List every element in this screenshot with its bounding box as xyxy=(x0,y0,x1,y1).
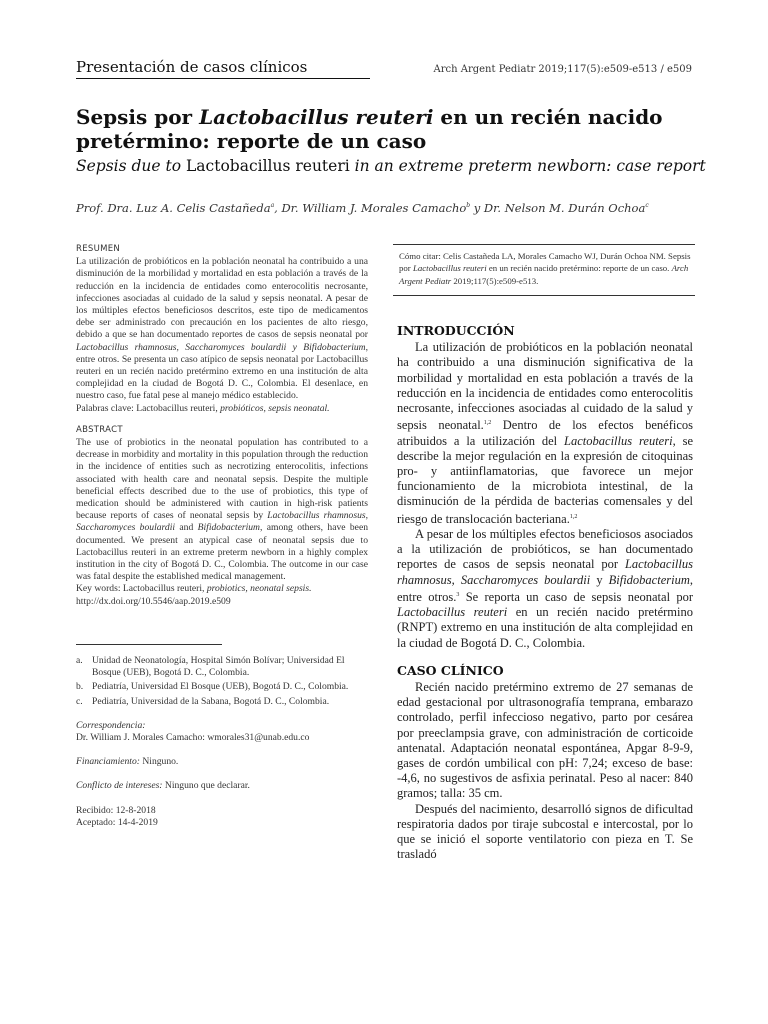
section-label: Presentación de casos clínicos xyxy=(76,58,370,79)
affiliation-a: a. Unidad de Neonatología, Hospital Simón Bolívar; Universidad El Bosque (UEB), Bogotá D. C., Colombia. xyxy=(76,654,345,679)
title-spanish: Sepsis por Lactobacillus reuteri en un recién nacido pretérmino: reporte de un caso xyxy=(76,105,663,153)
received-date: Recibido: 12-8-2018 xyxy=(76,804,156,816)
author-list: Prof. Dra. Luz A. Celis Castañeda$^a$, Dr. William J. Morales Camacho$^b$ y Dr. Nelson M. Durán Ochoa$^c$ xyxy=(76,201,649,215)
resumen-heading: RESUMEN xyxy=(76,244,121,254)
case-paragraph-1: Recién nacido pretérmino extremo de 27 semanas de edad gestacional por ultrasonografía temprana, embarazo controlado, perfil infeccioso negativo, parto por cesárea por preeclampsia grave, con administración de corticoide antenatal. Adaptación neonatal espontánea, Apgar 8-9-9, gases de cordón umbilical con pH: 7,24; exceso de base: -4,6, no sugestivos de asfixia perinatal. Peso al nacer: 840 gramos; talla: 35 cm. xyxy=(397,679,693,801)
case-paragraph-2: Después del nacimiento, desarrolló signos de dificultad respiratoria dados por tiraje subcostal e intercostal, por lo que se inició el soporte ventilatorio con pieza en T. Se trasladó xyxy=(397,801,693,862)
right-column xyxy=(397,323,693,862)
funding: Financiamiento: Ninguno. xyxy=(76,756,179,768)
abstract-text: The use of probiotics in the neonatal population has contributed to a decrease in morbidity and mortality in this population through the reduction in the incidence of entities such as necrotizing enterocolitis, infections associated with health care and neonatal sepsis. Despite the multiple beneficial effects described due to the use of probiotics, this type of medication should be administered with caution in high-risk patients because reports of cases of neonatal sepsis by Lactobacillus rhamnosus, Saccharomyces boulardii and Bifidobacterium, among others, have been documented. We present an atypical case of neonatal sepsis due to Lactobacillus reuteri in an extreme preterm newborn in a highly complex institution in the city of Bogotá D. C., Colombia. The outcome in our case was fatal despite the established medical management. xyxy=(76,437,369,583)
case-heading: CASO CLÍNICO xyxy=(397,662,504,678)
intro-heading: INTRODUCCIÓN xyxy=(397,323,515,338)
conflicts-of-interest: Conflicto de intereses: Ninguno que declarar. xyxy=(76,780,250,792)
citation-box: Cómo citar: Celis Castañeda LA, Morales Camacho WJ, Durán Ochoa NM. Sepsis por Lactobacillus reuteri en un recién nacido pretérmino: reporte de un caso. Arch Argent Pediatr 2019;117(5):e509-e513. xyxy=(393,244,695,296)
footnote-divider xyxy=(76,644,222,645)
affiliation-b: b. Pediatría, Universidad El Bosque (UEB), Bogotá D. C., Colombia. xyxy=(76,681,349,693)
article-dates xyxy=(76,805,368,829)
intro-paragraph-1: La utilización de probióticos en la población neonatal ha contribuido a una disminución significativa de la morbilidad y mortalidad en esta población a través de la reducción en la incidencia de entidades como enterocolitis necrosante, infecciones asociadas al cuidado de la salud y sepsis neonatal.$^{1,2}$ Dentro de los efectos benéficos atribuidos a la utilización del Lactobacillus reuteri, se describe la mejor regulación en la expresión de citoquinas pro- y antiinflamatorias, que favorece un mejor funcionamiento de la microbiota intestinal, de la disminución de la pérdida de bacterias comensales y del riesgo de translocación bacteriana.$^{1,2}$ xyxy=(397,340,693,526)
affiliation-c: c. Pediatría, Universidad de la Sabana, Bogotá D. C., Colombia. xyxy=(76,695,330,707)
intro-paragraph-2: A pesar de los múltiples efectos beneficiosos asociados a la utilización de probióticos, se han documentado reportes de casos de sepsis neonatal por Lactobacillus rhamnosus, Saccharomyces boulardii y Bifidobacterium, entre otros.$^3$ Se reporta un caso de sepsis neonatal por Lactobacillus reuteri en un recién nacido pretérmino (RNPT) extremo en una institución de alta complejidad en la ciudad de Bogotá D. C., Colombia. xyxy=(397,526,693,650)
abstract-keywords: Key words: Lactobacillus reuteri, probiotics, neonatal sepsis. xyxy=(76,583,312,595)
title-english: Sepsis due to Lactobacillus reuteri in an extreme preterm newborn: case report xyxy=(76,157,706,175)
journal-reference: Arch Argent Pediatr 2019;117(5):e509-e513 / e509 xyxy=(433,64,692,75)
resumen-text: La utilización de probióticos en la población neonatal ha contribuido a una disminución de la morbilidad y mortalidad en esta población a través de la reducción en la incidencia de entidades como enterocolitis necrosante, infecciones asociadas al cuidado de la salud y sepsis neonatal. A pesar de los múltiples efectos beneficiosos descritos, este tipo de medicamentos debe ser administrado con precaución en los pacientes de alto riesgo, debido a que se han documentado reportes de casos de sepsis neonatal por Lactobacillus rhamnosus, Saccharomyces boulardii y Bifidobacterium, entre otros. Se presenta un caso atípico de sepsis neonatal por Lactobacillus reuteri en un recién nacido pretérmino extremo en una institución de alta complejidad en la ciudad de Bogotá D. C., Colombia. El desenlace, en nuestro caso, fue fatal pese al manejo médico establecido. xyxy=(76,256,368,402)
correspondence: Correspondencia: Dr. William J. Morales Camacho: wmorales31@unab.edu.co xyxy=(76,719,310,743)
doi-link[interactable]: http://dx.doi.org/10.5546/aap.2019.e509 xyxy=(76,595,231,607)
accepted-date: Aceptado: 14-4-2019 xyxy=(76,816,158,828)
abstract-heading: ABSTRACT xyxy=(76,424,123,435)
left-column xyxy=(76,243,368,829)
resumen-keywords: Palabras clave: Lactobacillus reuteri, probióticos, sepsis neonatal. xyxy=(76,402,330,414)
